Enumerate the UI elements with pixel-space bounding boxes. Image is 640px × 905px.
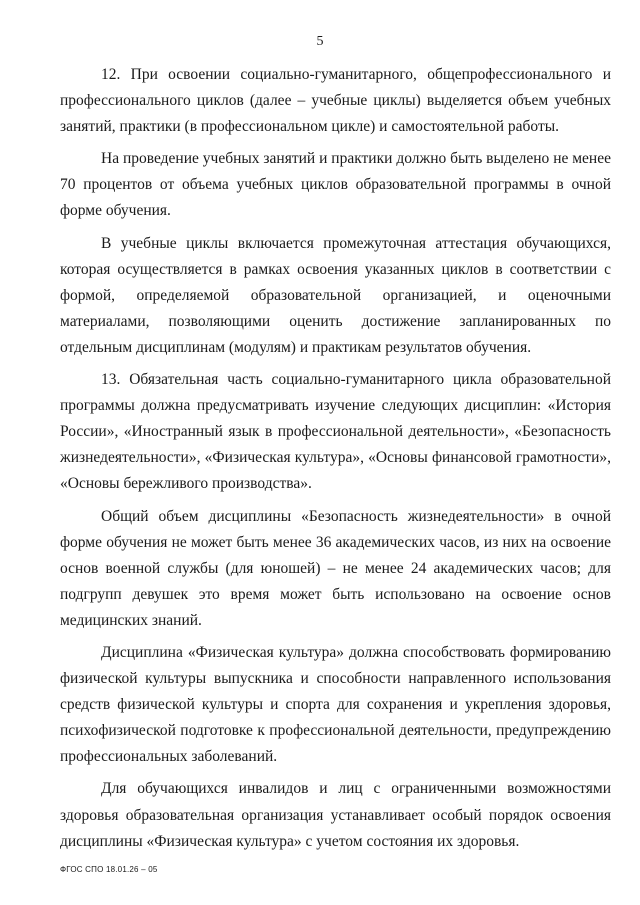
paragraph-training-hours: На проведение учебных занятий и практики должно быть выделено не менее 70 процентов от объема учебных циклов образовательной программы в очной форме обучения. (60, 150, 611, 220)
paragraph-intermediate-attestation: В учебные циклы включается промежуточная аттестация обучающихся, которая осуществляется в рамках освоения указанных циклов в соответствии с формой, определяемой образовательной организацией, и оценочными материалами, позволяющими оценить достижение запланированных по отдельным дисциплинам (модулям) и практикам результатов обучения. (60, 234, 611, 356)
paragraph-life-safety: Общий объем дисциплины «Безопасность жизнедеятельности» в очной форме обучения не может быть менее 36 академических часов, из них на освоение основ военной службы (для юношей) – не менее 24 академических часов; для подгрупп девушек это время может быть использовано на освоение основ медицинских знаний. (60, 507, 611, 629)
paragraph-disabled-students: Для обучающихся инвалидов и лиц с ограниченными возможностями здоровья образовательная организация устанавливает особый порядок освоения дисциплины «Физическая культура» с учетом состояния их здоровья. (60, 780, 611, 850)
document-footer-code: ФГОС СПО 18.01.26 – 05 (60, 865, 158, 874)
document-body (60, 62, 611, 861)
paragraph-physical-culture: Дисциплина «Физическая культура» должна способствовать формированию физической культуры выпускника и способности направленного использования средств физической культуры и спорта для сохранения и укрепления здоровья, психофизической подготовке к профессиональной деятельности, предупреждению профессиональных заболеваний. (60, 643, 611, 766)
paragraph-12: 12. При освоении социально-гуманитарного, общепрофессионального и профессионального циклов (далее – учебные циклы) выделяется объем учебных занятий, практики (в профессиональном цикле) и самостоятельной работы. (60, 66, 611, 136)
paragraph-13: 13. Обязательная часть социально-гуманитарного цикла образовательной программы должна предусматривать изучение следующих дисциплин: «История России», «Иностранный язык в профессиональной деятельности», «Безопасность жизнедеятельности», «Физическая культура», «Основы финансовой грамотности», «Основы бережливого производства». (60, 371, 611, 493)
page-number: 5 (316, 34, 324, 49)
